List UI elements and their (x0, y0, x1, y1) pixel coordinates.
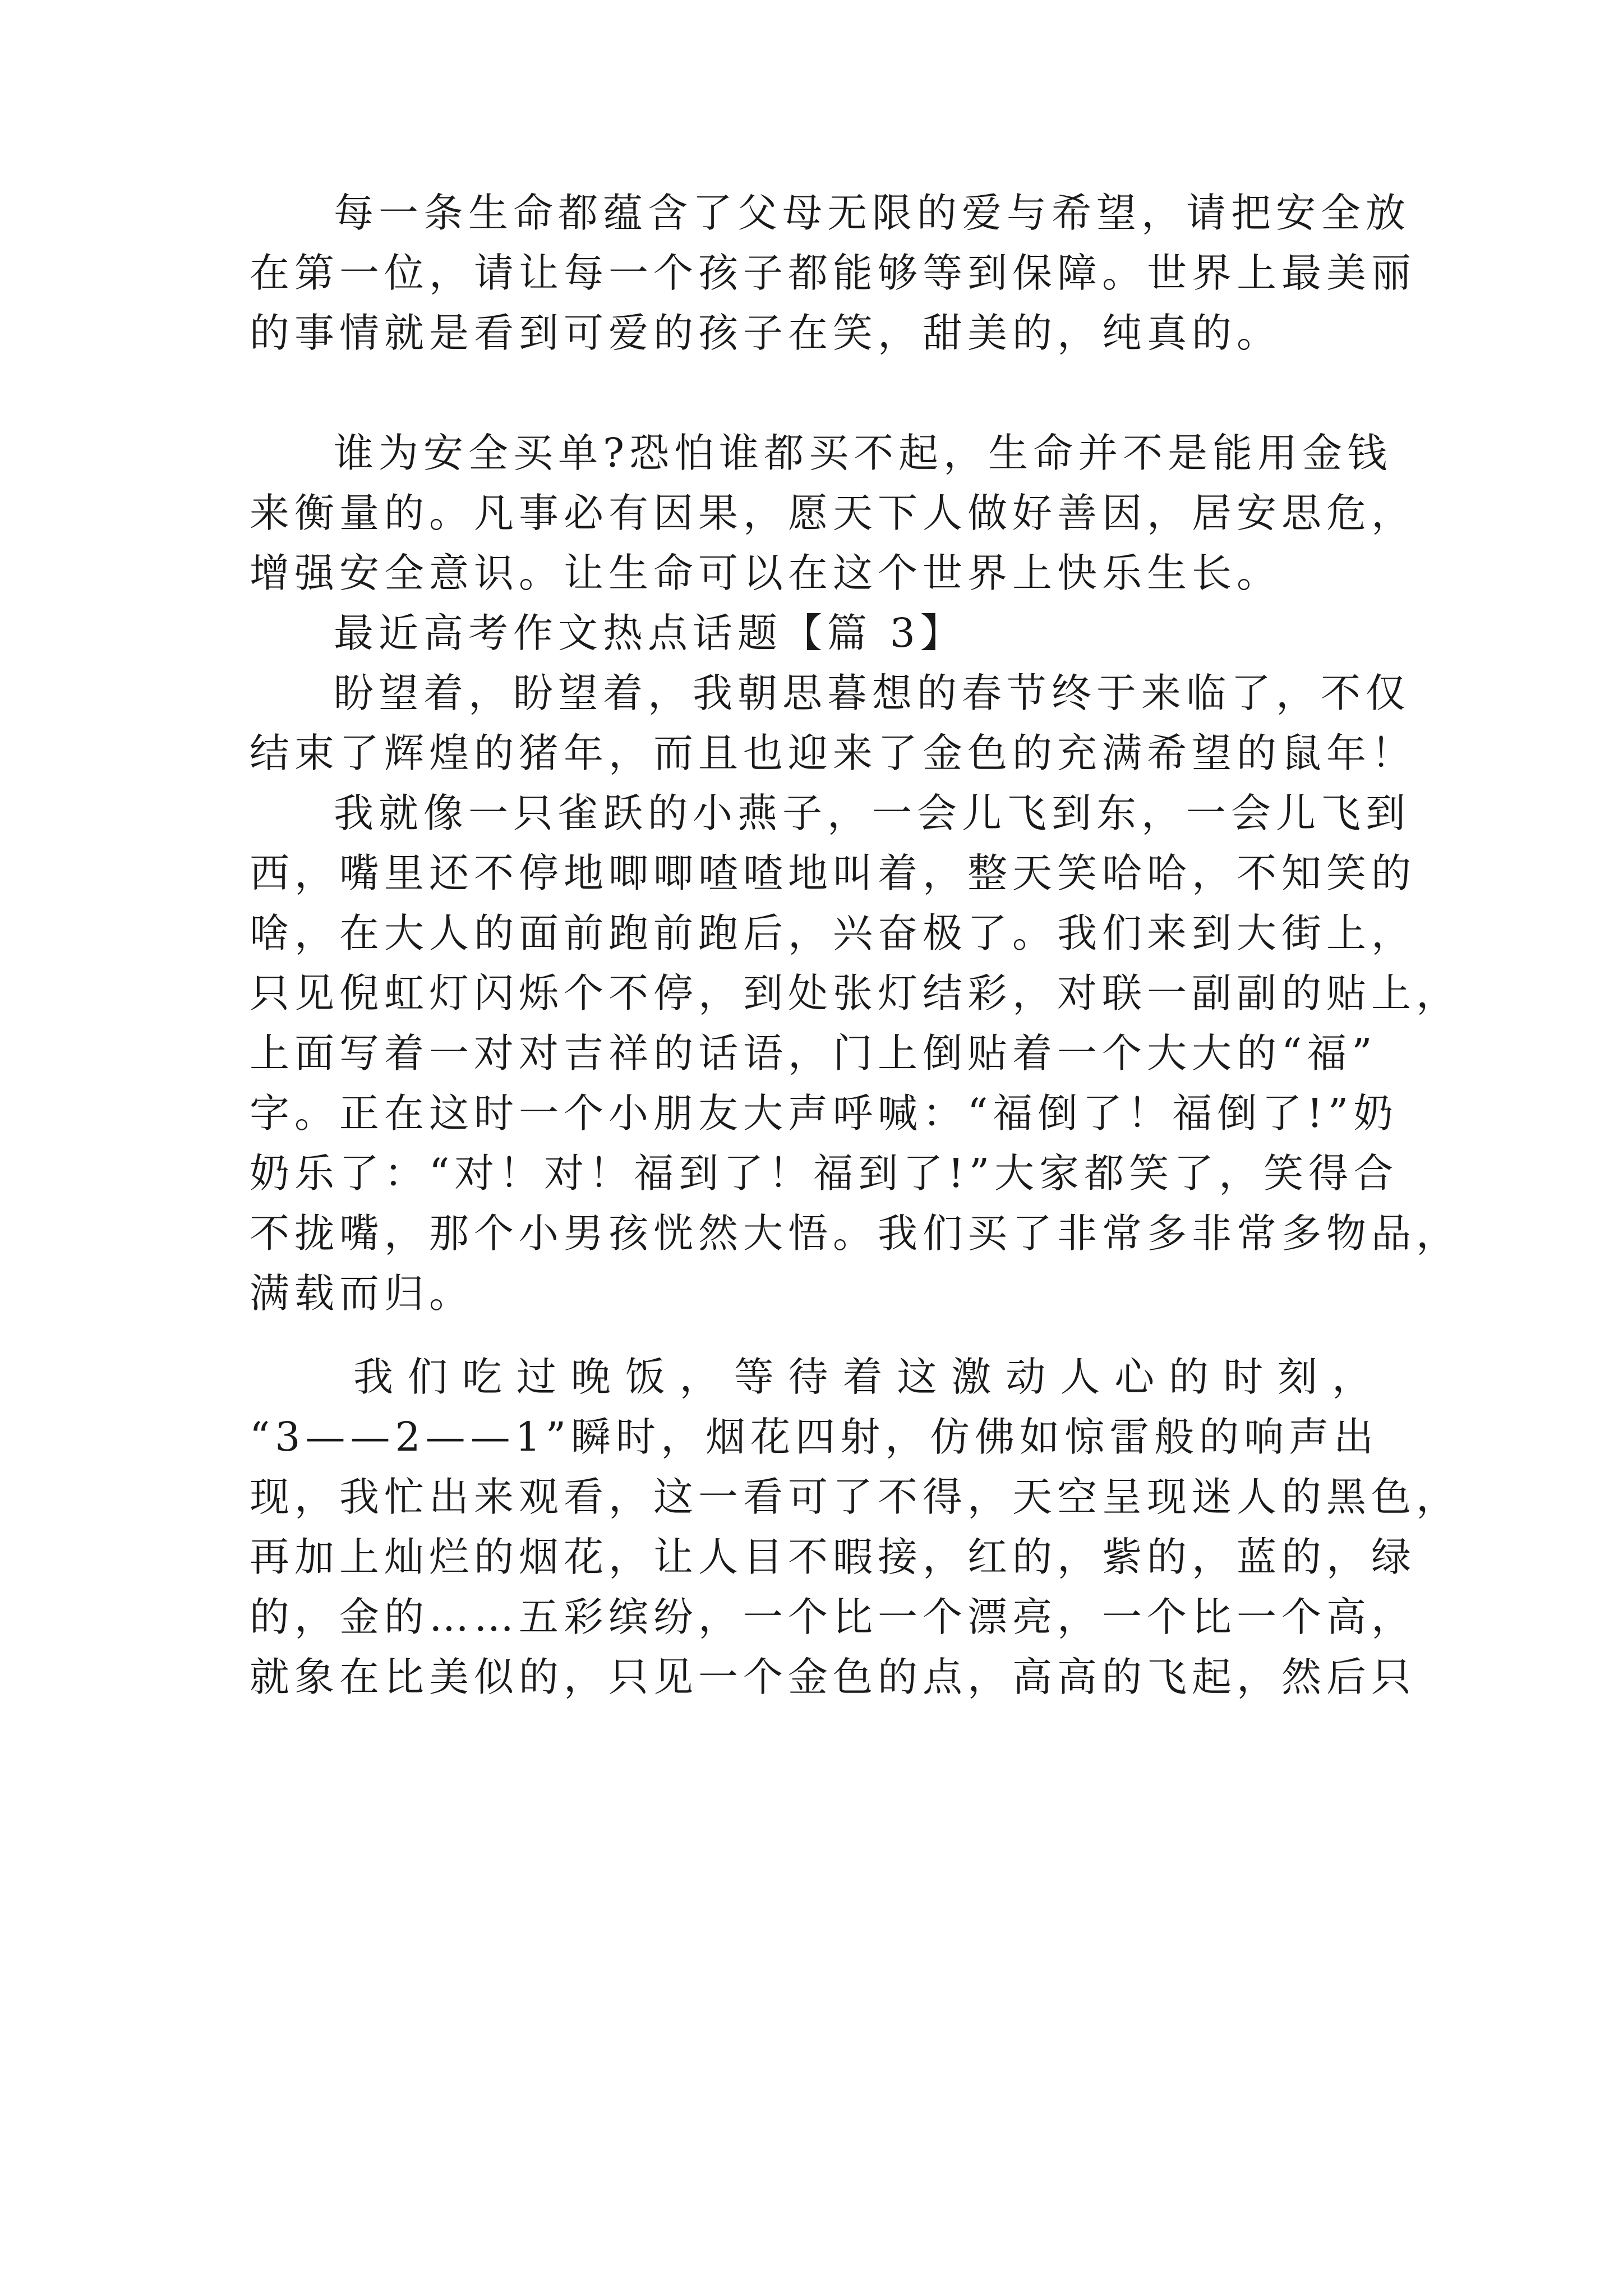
paragraph-line: 上面写着一对对吉祥的话语，门上倒贴着一个大大的“福” (250, 1030, 1377, 1076)
paragraph-line: “3——2——1”瞬时，烟花四射，仿佛如惊雷般的响声出 (250, 1414, 1379, 1460)
paragraph-line: 啥，在大人的面前跑前跑后，兴奋极了。我们来到大街上， (250, 910, 1417, 956)
paragraph-line: 满载而归。 (250, 1270, 474, 1317)
paragraph-line: 在第一位，请让每一个孩子都能够等到保障。世界上最美丽 (250, 250, 1417, 296)
paragraph-line: 结束了辉煌的猪年，而且也迎来了金色的充满希望的鼠年！ (250, 730, 1417, 776)
paragraph-line: 的，金的……五彩缤纷，一个比一个漂亮，一个比一个高， (250, 1594, 1417, 1640)
paragraph-line: 谁为安全买单?恐怕谁都买不起，生命并不是能用金钱 (334, 430, 1393, 476)
paragraph-line: 的事情就是看到可爱的孩子在笑，甜美的，纯真的。 (250, 310, 1282, 356)
paragraph-line: 西，嘴里还不停地唧唧喳喳地叫着，整天笑哈哈，不知笑的 (250, 850, 1417, 896)
paragraph-line: 不拢嘴，那个小男孩恍然大悟。我们买了非常多非常多物品， (250, 1210, 1461, 1257)
paragraph-line: 只见倪虹灯闪烁个不停，到处张灯结彩，对联一副副的贴上， (250, 970, 1461, 1016)
paragraph-line: 每一条生命都蕴含了父母无限的爱与希望，请把安全放 (334, 190, 1411, 236)
paragraph-line: 盼望着，盼望着，我朝思暮想的春节终于来临了，不仅 (334, 670, 1411, 716)
paragraph-line: 字。正在这时一个小朋友大声呼喊：“福倒了！福倒了!”奶 (250, 1090, 1399, 1137)
paragraph-line: 就象在比美似的，只见一个金色的点，高高的飞起，然后只 (250, 1654, 1417, 1700)
paragraph-line: 现，我忙出来观看，这一看可了不得，天空呈现迷人的黑色， (250, 1474, 1461, 1520)
paragraph-line: 奶乐了：“对！对！福到了！福到了!”大家都笑了，笑得合 (250, 1150, 1399, 1197)
paragraph-line: 来衡量的。凡事必有因果，愿天下人做好善因，居安思危， (250, 490, 1417, 536)
paragraph-line: 我们吃过晚饭，等待着这激动人心的时刻， (353, 1354, 1377, 1400)
paragraph-line: 我就像一只雀跃的小燕子，一会儿飞到东，一会儿飞到 (334, 790, 1411, 836)
paragraph-line: 再加上灿烂的烟花，让人目不暇接，红的，紫的，蓝的，绿 (250, 1534, 1417, 1580)
section-heading: 最近高考作文热点话题【篇 3】 (334, 610, 965, 656)
paragraph-line: 增强安全意识。让生命可以在这个世界上快乐生长。 (250, 550, 1282, 596)
